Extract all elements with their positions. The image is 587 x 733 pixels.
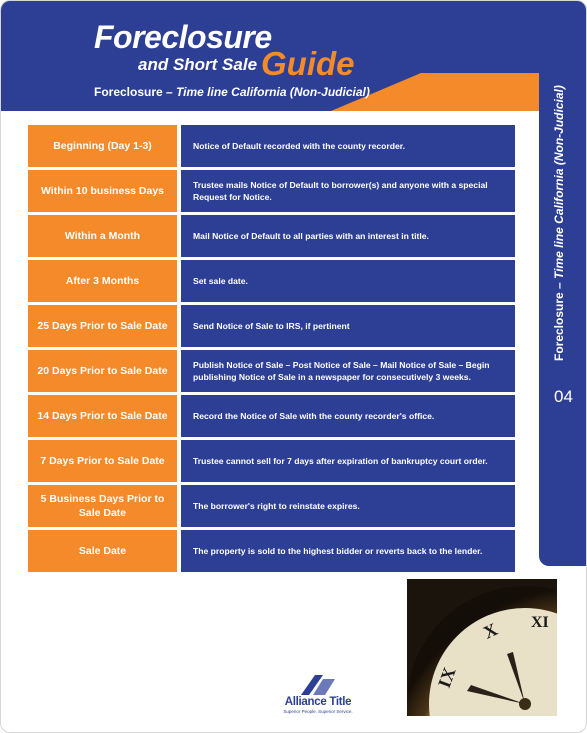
timeline-row (28, 125, 515, 167)
logo-mark-icon (263, 671, 373, 697)
svg-text:XI: XI (531, 614, 549, 631)
sidebar (539, 1, 587, 566)
timeline-what: Record the Notice of Sale with the county recorder's office. (181, 395, 515, 437)
title-sub: and Short Sale (138, 55, 258, 74)
timeline-row (28, 350, 515, 392)
timeline-what: The property is sold to the highest bidder or reverts back to the lender. (181, 530, 515, 572)
sidebar-label-italic: – Time line California (Non-Judicial) (552, 85, 566, 293)
svg-text:IX: IX (433, 664, 460, 691)
timeline-row (28, 485, 515, 527)
header-subtitle (94, 85, 370, 99)
timeline-when: Beginning (Day 1-3) (28, 125, 177, 167)
timeline-table (28, 125, 515, 572)
title-guide: Guide (261, 45, 355, 82)
timeline-row (28, 395, 515, 437)
timeline-what: The borrower's right to reinstate expires. (181, 485, 515, 527)
sidebar-label (552, 85, 566, 361)
timeline-when: 5 Business Days Prior to Sale Date (28, 485, 177, 527)
timeline-what: Publish Notice of Sale – Post Notice of Sale – Mail Notice of Sale – Begin publishing Notice of Sale in a newspaper for consecutively 3 weeks. (181, 350, 515, 392)
clock-image (407, 579, 557, 716)
timeline-row (28, 440, 515, 482)
title-main: Foreclosure (94, 19, 272, 55)
logo-tagline: Superior People. Superior Service. (283, 709, 353, 714)
timeline-row (28, 260, 515, 302)
timeline-when: After 3 Months (28, 260, 177, 302)
timeline-when: 7 Days Prior to Sale Date (28, 440, 177, 482)
page-number: 04 (554, 387, 573, 406)
timeline-row (28, 305, 515, 347)
alliance-title-logo (263, 671, 383, 721)
subtitle-italic: – Time line California (Non-Judicial) (162, 85, 370, 99)
logo-name: Alliance Title (284, 696, 352, 708)
timeline-row (28, 170, 515, 212)
timeline-when: 20 Days Prior to Sale Date (28, 350, 177, 392)
timeline-what: Mail Notice of Default to all parties with an interest in title. (181, 215, 515, 257)
timeline-when: Within a Month (28, 215, 177, 257)
svg-text:X: X (480, 619, 501, 643)
timeline-row (28, 215, 515, 257)
page-header (1, 1, 539, 111)
clock-photo (407, 579, 557, 716)
timeline-when: 14 Days Prior to Sale Date (28, 395, 177, 437)
timeline-what: Send Notice of Sale to IRS, if pertinent (181, 305, 515, 347)
timeline-what: Trustee cannot sell for 7 days after expiration of bankruptcy court order. (181, 440, 515, 482)
timeline-what: Notice of Default recorded with the county recorder. (181, 125, 515, 167)
timeline-when: 25 Days Prior to Sale Date (28, 305, 177, 347)
timeline-row (28, 530, 515, 572)
timeline-when: Within 10 business Days (28, 170, 177, 212)
sidebar-label-caps: Foreclosure (552, 292, 566, 361)
subtitle-caps: Foreclosure (94, 85, 163, 99)
timeline-when: Sale Date (28, 530, 177, 572)
timeline-what: Trustee mails Notice of Default to borrower(s) and anyone with a special Request for Notice. (181, 170, 515, 212)
timeline-what: Set sale date. (181, 260, 515, 302)
